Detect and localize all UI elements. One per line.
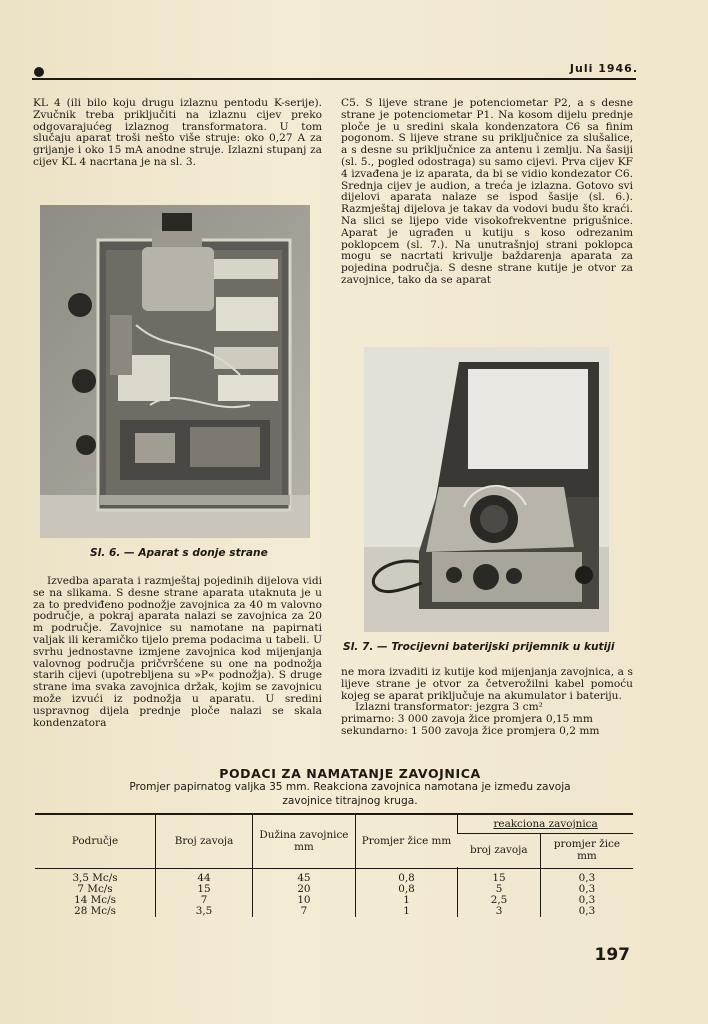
table-cell: 0,3 [540, 906, 633, 917]
table-cell: 10 [253, 895, 356, 906]
table-cell: 3,5 [156, 906, 253, 917]
table-cell: 0,8 [355, 884, 457, 895]
figure-6-photo [40, 205, 310, 538]
table-cell: 7 [253, 906, 356, 917]
paragraph: Izvedba aparata i razmještaj pojedinih dijelova vidi se na slikama. S desne strane aparata utaknuta je u za to predviđeno podnožje zavojnica za 40 m valovno područje, a pokraj aparata nalazi se zavojnica za 20 m područje. Zavojnice su namotane na papirnati valjak ili keramičko tijelo prema podacima u tabeli. U svrhu jednostavne izmjene zavojnica kod mijenjanja valovnog područja pričvršćene su one na podnožja starih cijevi (upotrebljena su »P« podnožja). S druge strane ima svaka zavojnica držak, kojim se zavojnicu može izvući iz podnožja u aparatu. U sredini uspravnog dijela prednje ploče nalazi se skala kondenzatora [33, 575, 322, 729]
table-cell: 3 [458, 906, 541, 917]
header-rule [32, 78, 636, 80]
table-cell: 7 Mc/s [77, 883, 113, 895]
col-header-reakciona: reakciona zavojnica [458, 815, 633, 833]
col-header-promjer: Promjer žice mm [355, 815, 457, 867]
table-row [35, 884, 633, 895]
table-cell: 15 [458, 867, 541, 884]
left-column-bottom [33, 576, 322, 729]
figure-7-caption: Sl. 7. — Trocijevni baterijski prijemnik u kutiji [343, 641, 615, 653]
table-cell: 1 [355, 895, 457, 906]
table-cell: 28 Mc/s [74, 905, 116, 917]
paragraph: primarno: 3 000 zavoja žice promjera 0,15 mm [341, 713, 593, 726]
table-subtitle: zavojnice titrajnog kruga. [282, 795, 418, 807]
table-cell: 0,8 [355, 867, 457, 884]
table-cell: 20 [253, 884, 356, 895]
table-cell: 3,5 Mc/s [72, 872, 118, 884]
chassis-underside-image [40, 205, 310, 538]
table-cell: 7 [156, 895, 253, 906]
col-header-reakciona-promjer: promjer žice mm [540, 833, 633, 867]
table-row [35, 895, 633, 906]
table-cell: 14 Mc/s [74, 894, 116, 906]
table-cell: 44 [156, 867, 253, 884]
table-row [35, 867, 633, 884]
col-header-podrucje: Područje [71, 835, 119, 847]
header-bullet [34, 67, 44, 77]
table-cell: 5 [458, 884, 541, 895]
figure-6-caption: Sl. 6. — Aparat s donje strane [90, 547, 268, 559]
right-column-bottom [341, 667, 633, 738]
table-cell: 2,5 [458, 895, 541, 906]
col-header-broj-zavoja: Broj zavoja [156, 815, 253, 867]
table-title: PODACI ZA NAMATANJE ZAVOJNICA [219, 766, 481, 781]
table-cell: 0,3 [540, 867, 633, 884]
col-header-reakciona-broj: broj zavoja [469, 844, 528, 857]
right-column-top [341, 98, 633, 287]
table-cell: 0,3 [540, 884, 633, 895]
paragraph: C5. S lijeve strane je potenciometar P2, a s desne strane je potenciometar P1. Na kosom dijelu prednje ploče je u sredini skala kondenzatora C6 sa finim pogonom. S lijeve strane su priključnice za slušalice, a s desne su priključnice za antenu i zemlju. Na šasiji (sl. 5., pogled odostraga) su samo cijevi. Prva cijev KF 4 izvađena je iz aparata, da bi se vidio kondezator C6. Srednja cijev je audion, a treća je izlazna. Gotovo svi dijelovi aparata nalaze se ispod šasije (sl. 6.). Razmještaj dijelova je takav da vodovi budu što kraći. Na slici se lijepo vide visokofrekventne prigušnice. Aparat je ugrađen u kutiju s koso odrezanim poklopcem (sl. 7.). Na unutrašnjoj strani poklopca mogu se nacrtati krivulje baždarenja aparata za pojedina područja. S desne strane kutije je otvor za zavojnice, tako da se aparat [341, 97, 633, 286]
table-row [35, 906, 633, 917]
table-cell: 15 [156, 884, 253, 895]
paragraph: sekundarno: 1 500 zavoja žice promjera 0,2 mm [341, 724, 600, 737]
left-column-top [33, 98, 322, 169]
receiver-box-image [364, 347, 609, 632]
paragraph: KL 4 (ili bilo koju drugu izlaznu pentodu K-serije). Zvučnik treba priključiti na izlaznu cijev preko odgovarajućeg izlaznog transformatora. U tom slučaju aparat troši nešto više struje: oko 0,27 A za grijanje i oko 15 mA anodne struje. Izlazni stupanj za cijev KL 4 nacrtana je na sl. 3. [33, 97, 322, 168]
coil-winding-table [35, 815, 633, 917]
paragraph: ne mora izvaditi iz kutije kod mijenjanja zavojnica, a s lijeve strane je otvor za četverožilni kabel pomoću kojeg se aparat priključuje na akumulator i bateriju. [341, 666, 633, 702]
header-date: Juli 1946. [569, 62, 638, 75]
table-cell: 0,3 [540, 895, 633, 906]
table-subtitle: Promjer papirnatog valjka 35 mm. Reakciona zavojnica namotana je između zavoja [129, 781, 571, 793]
table-cell: 45 [253, 867, 356, 884]
figure-7-photo [364, 347, 609, 632]
table-cell: 1 [355, 906, 457, 917]
page-number: 197 [594, 945, 630, 965]
col-header-duzina: Dužina zavojnice mm [253, 815, 356, 867]
paragraph: Izlazni transformator: jezgra 3 cm² [355, 701, 543, 714]
